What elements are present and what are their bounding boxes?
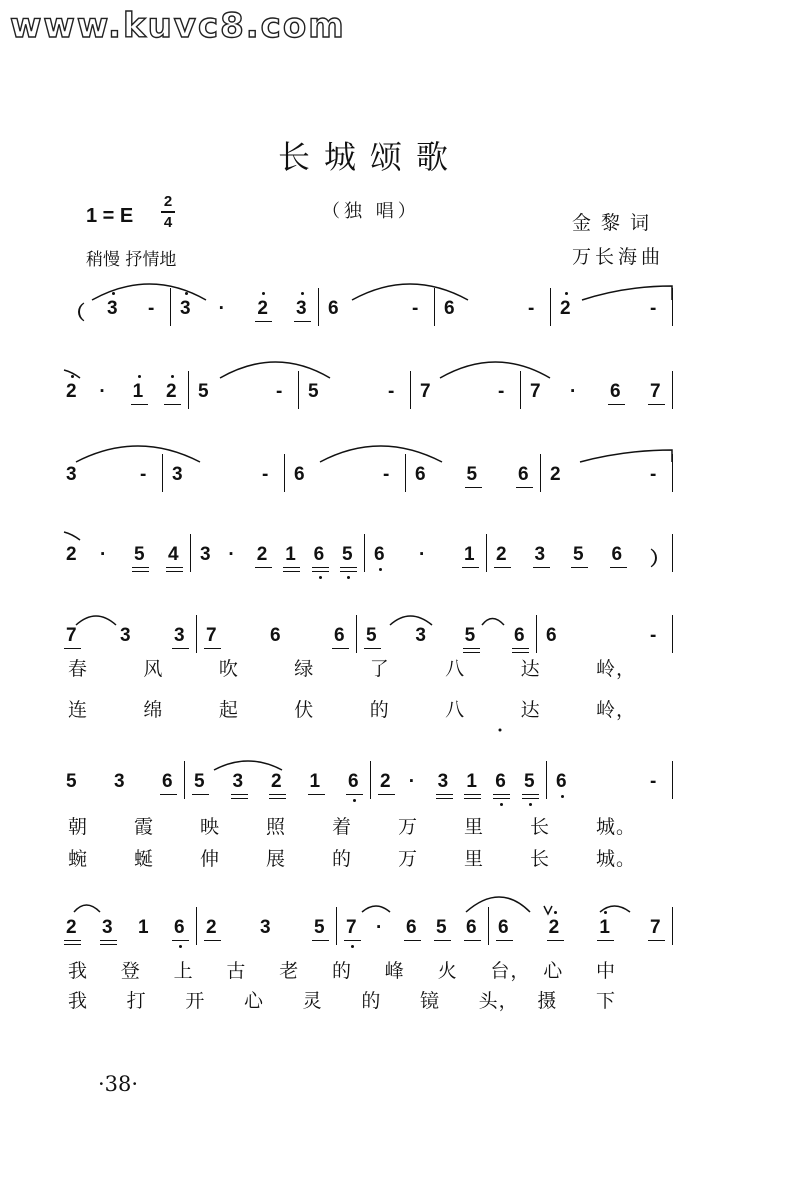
octave-dot [351,945,354,948]
lyric-char: 我 [68,990,89,1012]
lyric-char: 老 [279,960,300,982]
slur [74,905,100,912]
underline-beam [608,404,625,405]
note: 3 [180,298,191,319]
lyric-char: 的 [332,848,353,870]
underline-beam [164,404,181,405]
lyric-char: 古 [226,960,247,982]
slur [440,362,550,378]
lyric-char: 头， [478,990,519,1012]
note: - [528,298,535,319]
note: 7 [650,381,661,402]
bar-line [486,534,487,572]
underline-beam [255,321,272,322]
octave-dot [71,375,74,378]
note: 3 [102,917,113,938]
bar-line [188,371,189,409]
note: 3 [232,771,244,792]
note: 7 [650,917,661,938]
underline-beam [283,571,300,572]
lyric-char: 长 [530,848,551,870]
underline-beam [172,648,189,649]
bar-line [196,907,197,945]
note: 3 [534,544,546,565]
lyric-char: 岭， [596,699,637,721]
octave-dot [604,911,607,914]
slur [64,532,80,540]
end-bar-line [672,907,673,945]
note: 5 [194,771,205,792]
note: 6 [610,381,621,402]
note: 6 [174,917,185,938]
slur [466,897,530,912]
note: 5 [314,917,325,938]
note: 7 [530,381,541,402]
note: 6 [556,771,567,792]
underline-beam [434,940,451,941]
lyric-char: 岭， [596,658,637,680]
note: · [99,381,106,402]
lyric-char: 蜿 [68,848,89,870]
underline-beam [344,940,361,941]
note: 6 [444,298,455,319]
underline-beam [192,794,209,795]
note: · [218,298,225,319]
note: · [570,381,577,402]
slur [482,619,504,626]
underline-beam [231,794,248,795]
slur [76,446,200,462]
slur [580,450,672,462]
underline-beam [166,567,183,568]
bar-line [520,371,521,409]
underline-beam [64,944,81,945]
slur [214,761,282,770]
composer-credit: 万长海曲 [572,246,665,268]
note: 3 [66,464,77,485]
underline-beam [312,571,329,572]
note: 2 [548,917,560,938]
note: 6 [294,464,305,485]
underline-beam [462,567,479,568]
lyric-char: 里 [464,816,485,838]
note: 5 [573,544,584,565]
lyric-char: 中 [596,960,617,982]
bar-line [546,761,547,799]
note: · [376,917,383,938]
note: · [419,544,426,565]
note: 3 [120,625,131,646]
lyric-char: 吹 [218,658,239,680]
octave-dot [319,576,322,579]
note: 1 [285,544,296,565]
slur [390,616,432,625]
note: 5 [308,381,319,402]
underline-beam [160,794,177,795]
performance-type: （独 唱） [322,201,420,222]
note: 1 [466,771,477,792]
bar-line [540,454,541,492]
note: 6 [334,625,345,646]
watermark: www.kuvc8.com [10,6,346,46]
end-bar-line [672,454,673,492]
lyric-char: 镜 [420,990,441,1012]
lyric-char: 绿 [294,658,315,680]
note: 2 [206,917,217,938]
note: 3 [174,625,185,646]
lyric-char: 八 [445,699,466,721]
underline-beam [436,794,453,795]
bar-line [410,371,411,409]
underline-beam [404,940,421,941]
bar-line [298,371,299,409]
note: 6 [498,917,509,938]
note: 3 [107,298,118,319]
underline-beam [269,794,286,795]
slur [220,362,330,378]
lyric-char: 我 [68,960,89,982]
note: · [408,771,416,792]
underline-beam [436,798,453,799]
time-signature [161,192,175,232]
note: 6 [611,544,623,565]
underline-beam [308,794,325,795]
note: 6 [328,298,339,319]
lyric-char: 春 [68,658,89,680]
lyric-char: 起 [218,699,239,721]
lyric-char: 打 [126,990,147,1012]
note: 2 [66,381,77,402]
note: 1 [138,917,149,938]
lyric-char: 摄 [537,990,558,1012]
lyric-char: 朝 [68,816,89,838]
note: 5 [466,464,478,485]
underline-beam [64,648,81,649]
end-bar-line [672,761,673,799]
bar-line [536,615,537,653]
note: 6 [406,917,417,938]
end-bar-line [672,615,673,653]
note: 7 [346,917,357,938]
slur [76,616,116,625]
bar-line [434,288,435,326]
octave-dot [500,803,503,806]
lyric-char: 映 [200,816,221,838]
underline-beam [64,940,81,941]
octave-dot [262,292,265,295]
lyric-char: 着 [332,816,353,838]
underline-beam [493,798,510,799]
underline-beam [610,567,627,568]
lyric-char: 下 [596,990,617,1012]
note: 1 [599,917,610,938]
bar-line [550,288,551,326]
note: 5 [66,771,77,792]
lyric-char: 上 [173,960,194,982]
lyric-char: 万 [398,816,419,838]
lyric-char: 伸 [200,848,221,870]
note: 3 [172,464,183,485]
underline-beam [516,487,533,488]
octave-dot [529,803,532,806]
bar-line [184,761,185,799]
octave-dot [353,799,356,802]
note: ） [650,549,670,570]
lyric-char: 风 [143,658,164,680]
bar-line [162,454,163,492]
note: 2 [66,544,77,565]
note: 6 [546,625,557,646]
lyric-char: 心 [543,960,564,982]
underline-beam [463,652,480,653]
lyric-char: 霞 [134,816,155,838]
key-signature: 1 = E [86,205,134,227]
underline-beam [464,798,481,799]
underline-beam [166,571,183,572]
underline-beam [340,567,357,568]
note: 6 [270,625,281,646]
note: 2 [550,464,561,485]
underline-beam [522,794,539,795]
lyric-char: 的 [369,699,390,721]
note: 3 [200,544,211,565]
note: 5 [436,917,447,938]
bar-line [170,288,171,326]
underline-beam [494,567,511,568]
note: - [140,464,147,485]
octave-dot [185,292,188,295]
note: 6 [518,464,529,485]
note: 3 [114,771,125,792]
underline-beam [269,798,286,799]
note: 2 [560,298,571,319]
lyric-char: 城。 [596,816,637,838]
lyric-char: 登 [120,960,141,982]
lyric-char: 峰 [384,960,405,982]
underline-beam [597,940,614,941]
underline-beam [283,567,300,568]
note: - [650,771,657,792]
lyric-char: 里 [464,848,485,870]
underline-beam [648,940,665,941]
underline-beam [512,648,529,649]
note: - [650,298,657,319]
lyric-char: 万 [398,848,419,870]
lyric-char: 台， [490,960,531,982]
note: · [100,544,107,565]
note: 2 [66,917,77,938]
lyric-char: 长 [530,816,551,838]
note: 6 [415,464,426,485]
bar-line [488,907,489,945]
lyric-char: 展 [266,848,287,870]
stray-mark [499,729,502,732]
lyric-char: 灵 [302,990,323,1012]
slur [320,446,442,462]
note: 3 [415,625,426,646]
note: 3 [437,771,449,792]
underline-beam [204,940,221,941]
underline-beam [204,648,221,649]
underline-beam [294,321,311,322]
note: 1 [309,771,321,792]
underline-beam [340,571,357,572]
note: 1 [132,381,144,402]
lyric-char: 八 [445,658,466,680]
lyric-char: 开 [185,990,206,1012]
lyric-char: 绵 [143,699,164,721]
octave-dot [379,568,382,571]
lyric-char: 达 [520,699,541,721]
note: 3 [296,298,307,319]
note: 5 [464,625,476,646]
underline-beam [571,567,588,568]
lyric-char: 伏 [294,699,315,721]
bar-line [405,454,406,492]
note: 7 [420,381,431,402]
note: 5 [342,544,353,565]
note: 6 [514,625,525,646]
underline-beam [100,940,117,941]
end-bar-line [672,288,673,326]
underline-beam [332,648,349,649]
note: - [148,298,155,319]
underline-beam [231,798,248,799]
lyric-char: 城。 [596,848,637,870]
note: - [650,625,657,646]
underline-beam [547,940,564,941]
note: 6 [374,544,385,565]
slur [362,906,390,912]
octave-dot [171,375,174,378]
note: 3 [260,917,271,938]
underline-beam [533,567,550,568]
bar-line [370,761,371,799]
lyricist-credit: 金黎词 [572,212,660,234]
song-title: 长城颂歌 [277,138,462,176]
underline-beam [131,404,148,405]
lyric-char: 了 [369,658,390,680]
underline-beam [493,794,510,795]
note: - [412,298,419,319]
note: 2 [256,544,268,565]
lyric-char: 蜒 [134,848,155,870]
end-bar-line [672,534,673,572]
time-signature-top: 2 [163,193,173,210]
underline-beam [312,940,329,941]
note: - [388,381,395,402]
bar-line [196,615,197,653]
note: - [650,464,657,485]
underline-beam [496,940,513,941]
note: 2 [166,381,177,402]
bar-line [318,288,319,326]
underline-beam [522,798,539,799]
underline-beam [465,487,482,488]
note: 7 [206,625,217,646]
note: （ [66,303,86,324]
note: 5 [366,625,377,646]
note: 6 [495,771,506,792]
bar-line [364,534,365,572]
underline-beam [463,648,480,649]
note: 5 [134,544,145,565]
lyric-char: 的 [361,990,382,1012]
note: · [228,544,235,565]
note: 2 [496,544,507,565]
note: 2 [380,771,391,792]
breath-mark [544,906,552,914]
note: - [262,464,269,485]
end-bar-line [672,371,673,409]
lyric-char: 连 [68,699,89,721]
octave-dot [301,292,304,295]
underline-beam [312,567,329,568]
lyric-char: 心 [244,990,265,1012]
note: 1 [464,544,475,565]
note: 7 [66,625,77,646]
bar-line [284,454,285,492]
note: - [498,381,505,402]
note: 4 [168,544,179,565]
octave-dot [347,576,350,579]
underline-beam [464,794,481,795]
note: 6 [466,917,477,938]
note: 6 [162,771,173,792]
note: 5 [198,381,209,402]
underline-beam [100,944,117,945]
octave-dot [561,795,564,798]
bar-line [356,615,357,653]
underline-beam [648,404,665,405]
underline-beam [364,648,381,649]
note: 6 [313,544,325,565]
note: - [276,381,283,402]
note: 5 [524,771,535,792]
underline-beam [255,567,272,568]
underline-beam [132,567,149,568]
note: - [383,464,390,485]
note: 6 [348,771,359,792]
note: 2 [271,771,282,792]
lyric-char: 达 [520,658,541,680]
underline-beam [172,940,189,941]
octave-dot [112,292,115,295]
underline-beam [464,940,481,941]
page-number: ·38· [98,1072,139,1096]
bar-line [336,907,337,945]
underline-beam [346,794,363,795]
lyric-char: 火 [437,960,458,982]
note: 2 [257,298,268,319]
lyric-char: 的 [332,960,353,982]
lyric-char: 照 [266,816,287,838]
time-signature-bottom: 4 [163,213,173,231]
octave-dot [138,375,141,378]
underline-beam [378,794,395,795]
octave-dot [554,911,557,914]
tempo-marking: 稍慢 抒情地 [86,250,177,270]
bar-line [190,534,191,572]
slur [582,286,672,300]
octave-dot [565,292,568,295]
underline-beam [132,571,149,572]
octave-dot [179,945,182,948]
